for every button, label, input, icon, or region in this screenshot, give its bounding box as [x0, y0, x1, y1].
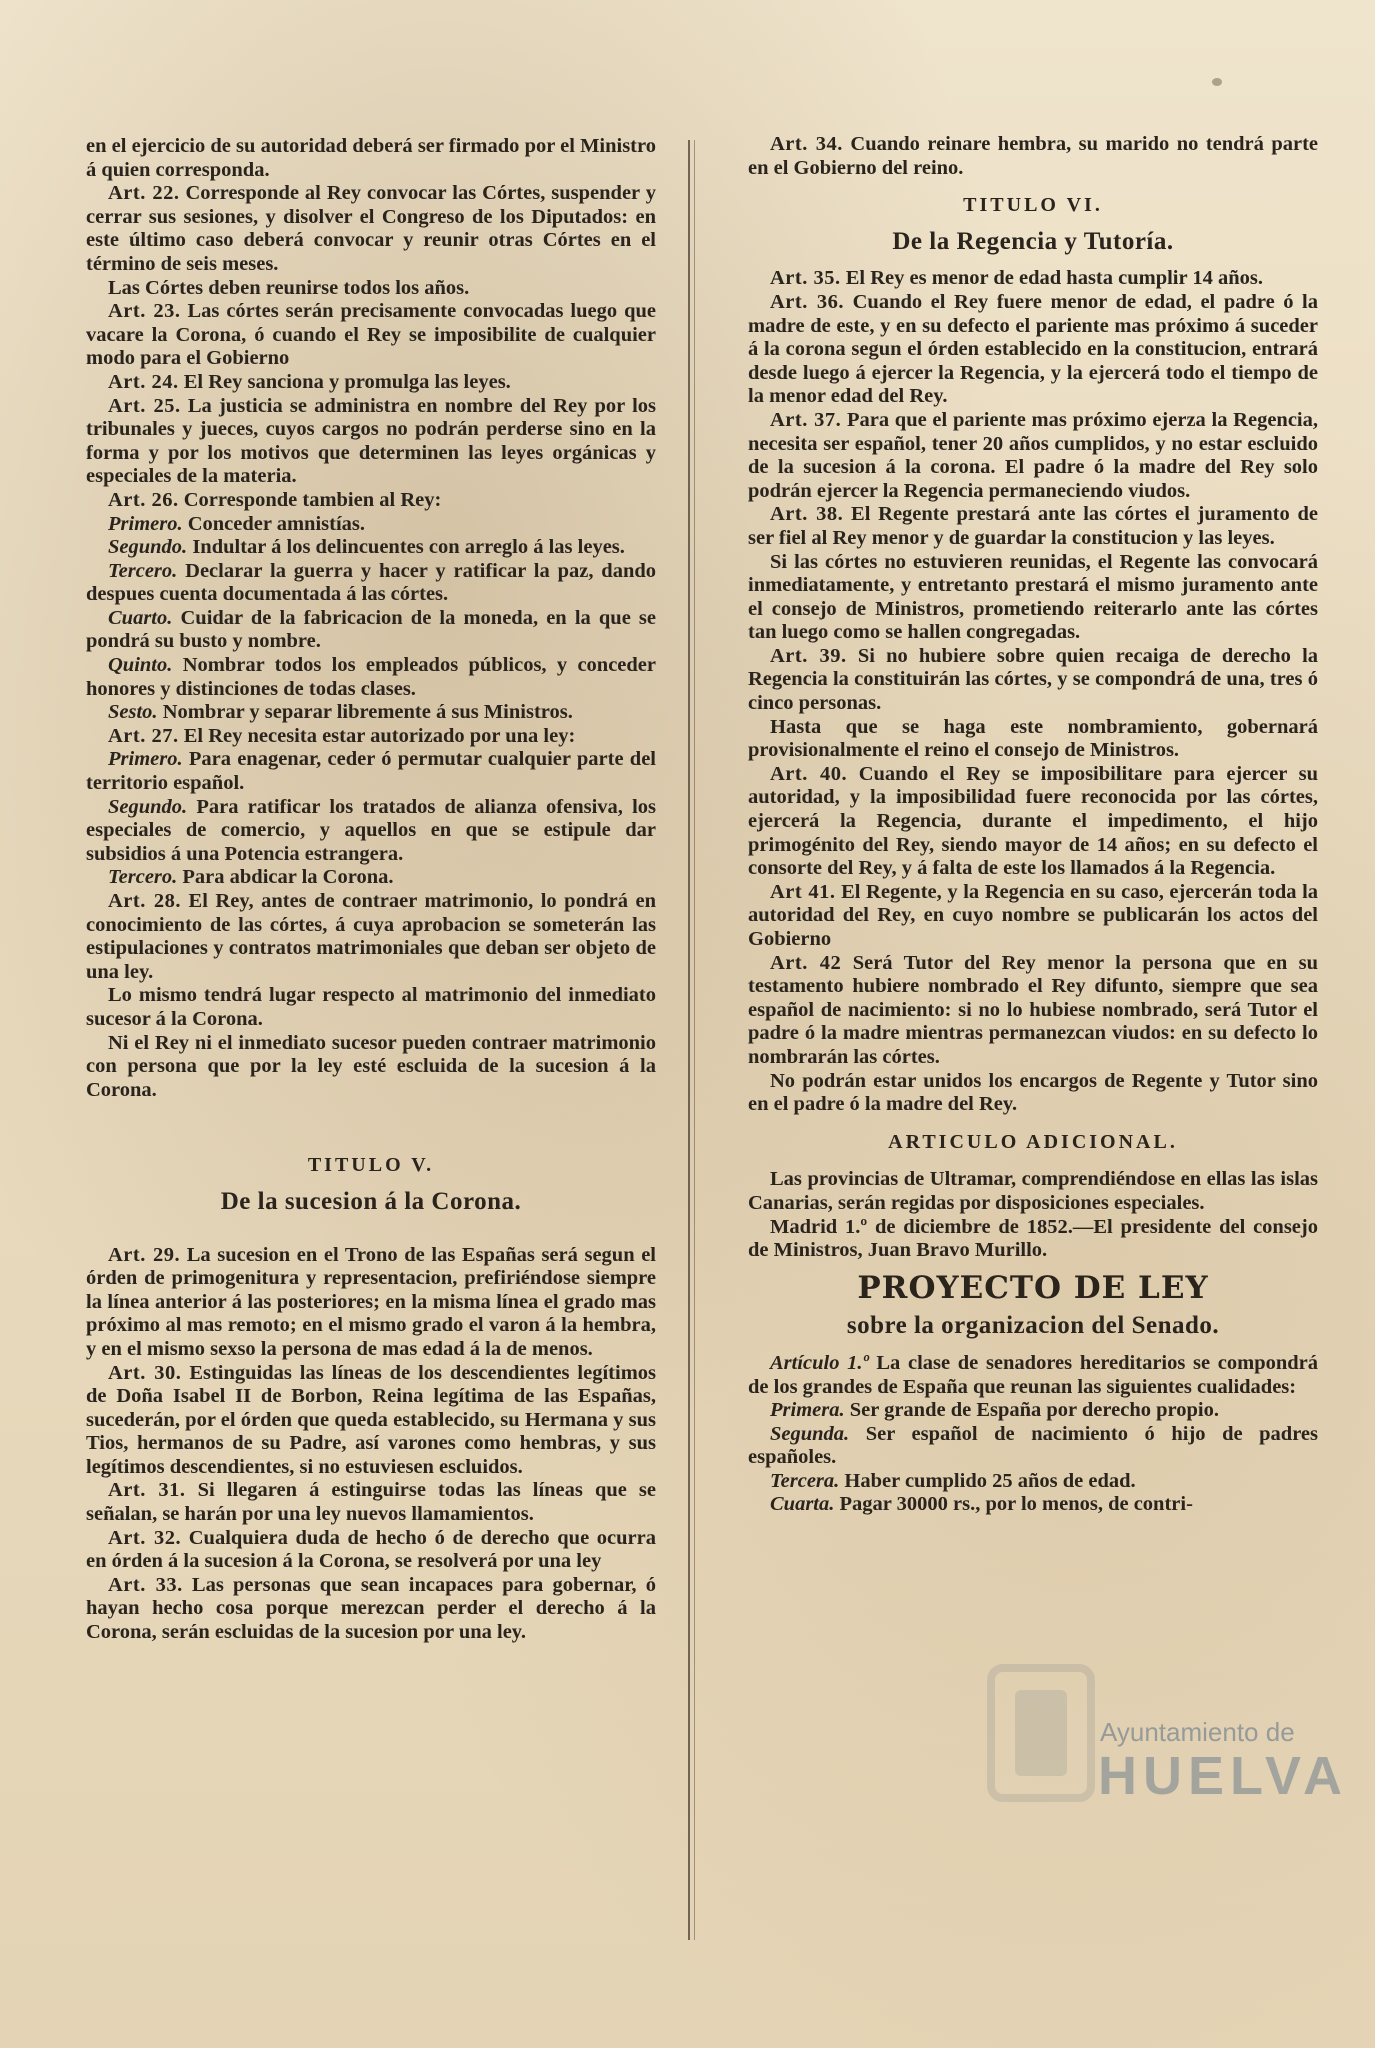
column-divider-thin [694, 140, 695, 1940]
paragraph: Ni el Rey ni el inmediato sucesor pueden contraer matrimonio con persona que por la ley esté escluida de la sucesion á la Corona. [86, 1031, 656, 1101]
article-32 [86, 1527, 656, 1574]
article-40 [748, 763, 1318, 881]
list-text: Pagar 30000 rs., por lo menos, de contri- [839, 1493, 1193, 1516]
article-number: Art. 39. [770, 644, 847, 667]
article-27 [86, 725, 656, 749]
list-item [748, 1493, 1318, 1517]
bill-title: PROYECTO DE LEY [857, 1269, 1209, 1306]
list-text: Ser español de nacimiento ó hijo de padres españoles. [748, 1422, 1318, 1469]
article-number: Art. 31. [108, 1479, 186, 1502]
article-text: Cuando el Rey se imposibilitare para ejercer su autoridad, y la imposibilidad fuere reconocida por las córtes, ejercerá la Regencia, durante el impedimento, el hijo primogénito del Rey, siendo mayor de 14 años; en su defecto el consorte del Rey, y á falta de este los llamados á la Regencia. [748, 762, 1318, 880]
article-23 [86, 300, 656, 371]
article-number: Art. 36. [770, 290, 845, 313]
list-text: Conceder amnistías. [187, 512, 366, 535]
list-lead: Primero. [108, 748, 183, 771]
list-text: Para ratificar los tratados de alianza ofensiva, los especiales de comercio, y aquellos en que se estipule dar subsidios á una Potencia estrangera. [86, 795, 656, 865]
watermark-line1: Ayuntamiento de [1100, 1717, 1295, 1747]
article-text: La sucesion en el Trono de las Españas será segun el órden de primogenitura y representacion, prefiriéndose siempre la línea anterior á las posteriores; en la misma línea el grado mas próximo al mas remoto; en el mismo grado el varon á la hembra, y en el mismo sexso la persona de mas edad á la de menos. [86, 1243, 657, 1360]
article-text: Si llegaren á estinguirse todas las líneas que se señalan, se harán por una ley nuevos llamamientos. [86, 1479, 657, 1526]
paragraph: Las Córtes deben reunirse todos los años. [108, 276, 470, 299]
article-number: Art. 27. [108, 724, 179, 747]
list-text: Nombrar todos los empleados públicos, y conceder honores y distinciones de todas clases. [86, 654, 656, 700]
article-36 [748, 291, 1318, 409]
list-lead: Segundo. [108, 536, 188, 559]
list-lead: Cuarto. [108, 606, 173, 629]
list-item [748, 1399, 1318, 1423]
article-text: Estinguidas las líneas de los descendientes legítimos de Doña Isabel II de Borbon, Reina legítima de las Españas, sucederán, por el órden que queda establecido, su Hermana y sus Tios, hermanos de su Padre, así varones como hembras, y sus legítimos descendientes, si no estuviesen escluidos. [86, 1361, 656, 1478]
article-number: Artículo 1.º [770, 1351, 869, 1374]
list-lead: Primero. [108, 512, 183, 535]
bill-subtitle: sobre la organizacion del Senado. [846, 1312, 1220, 1340]
article-30 [86, 1362, 656, 1480]
article-number: Art. 40. [770, 762, 848, 785]
article-31 [86, 1479, 656, 1526]
article-text: Cuando reinare hembra, su marido no tendrá parte en el Gobierno del reino. [748, 133, 1319, 179]
article-29 [86, 1244, 656, 1362]
article-33 [86, 1574, 656, 1645]
article-39 [748, 645, 1318, 716]
article-41 [748, 881, 1318, 952]
article-42 [748, 952, 1318, 1070]
left-column [86, 135, 656, 1645]
article-number: Art. 29. [108, 1243, 181, 1266]
paragraph: Si las córtes no estuvieren reunidas, el Regente las convocará inmediatamente, y entretanto prestará el mismo juramento ante el consejo de Ministros, prometiendo reiterarlo ante las córtes tan luego como se hallen congregadas. [748, 550, 1318, 644]
article-25 [86, 395, 656, 489]
article-number: Art. 37. [770, 408, 842, 431]
list-lead: Primera. [770, 1399, 845, 1422]
list-text: Nombrar y separar libremente á sus Ministros. [162, 701, 573, 724]
list-item [86, 701, 656, 725]
list-lead: Tercero. [108, 559, 178, 582]
article-text: Si no hubiere sobre quien recaiga de derecho la Regencia la constituirán las córtes, y se compondrá de una, tres ó cinco personas. [748, 644, 1319, 715]
paragraph: No podrán estar unidos los encargos de Regente y Tutor sino en el padre ó la madre del Rey. [748, 1069, 1318, 1116]
list-item [86, 796, 656, 867]
article-22 [86, 182, 656, 276]
list-lead: Tercero. [108, 866, 178, 889]
paragraph: Las provincias de Ultramar, comprendiéndose en ellas las islas Canarias, serán regidas por disposiciones especiales. [748, 1168, 1318, 1214]
article-number: Art. 34. [770, 133, 843, 155]
list-item [86, 513, 656, 537]
list-item [86, 866, 656, 890]
article-24 [86, 371, 656, 395]
article-number: Art 41. [770, 880, 836, 903]
list-text: Declarar la guerra y hacer y ratificar la paz, dando despues cuenta documentada á las córtes. [86, 559, 657, 606]
article-number: Art. 32. [108, 1526, 182, 1549]
article-number: Art. 24. [108, 370, 179, 393]
article-number: Art. 26. [108, 488, 179, 511]
list-item [86, 654, 656, 701]
list-text: Ser grande de España por derecho propio. [849, 1399, 1219, 1422]
signature-line: Madrid 1.º de diciembre de 1852.—El presidente del consejo de Ministros, Juan Bravo Murillo. [748, 1215, 1318, 1262]
article-34 [748, 133, 1318, 180]
section-title: ARTICULO ADICIONAL. [888, 1130, 1178, 1153]
list-lead: Sesto. [108, 701, 158, 724]
right-column [748, 133, 1318, 1517]
list-item [86, 560, 656, 607]
article-text: El Regente prestará ante las córtes el juramento de ser fiel al Rey menor y de guardar la constitucion y las leyes. [748, 503, 1319, 549]
article-number: Art. 30. [108, 1361, 182, 1384]
list-text: Indultar á los delincuentes con arreglo á las leyes. [192, 536, 625, 559]
list-item [86, 607, 656, 654]
article-26 [86, 489, 656, 513]
article-28 [86, 890, 656, 984]
section-title: TITULO V. [307, 1154, 435, 1177]
list-lead: Tercera. [770, 1469, 840, 1492]
article-text: El Rey necesita estar autorizado por una ley: [183, 724, 576, 747]
article-text: Será Tutor del Rey menor la persona que en su testamento hubiere nombrado el Rey difunto, siempre que sea español de nacimiento: si no lo hubiese nombrado, será Tutor el padre ó la madre mientras permanezcan viudos: en su defecto lo nombrarán las córtes. [748, 951, 1319, 1068]
list-text: Cuidar de la fabricacion de la moneda, en la que se pondrá su busto y nombre. [86, 606, 657, 653]
article-text: Las córtes serán precisamente convocadas luego que vacare la Corona, ó cuando el Rey se imposibilite de cualquier modo para el Gobierno [86, 300, 657, 370]
section-title: TITULO VI. [963, 194, 1103, 217]
list-text: Haber cumplido 25 años de edad. [844, 1469, 1136, 1492]
article-text: Para que el pariente mas próximo ejerza la Regencia, necesita ser español, tener 20 años cumplidos, y no estar escluido de la sucesion á la corona. El padre ó la madre del Rey solo podrán ejercer la Regencia permaneciendo viudos. [748, 408, 1319, 502]
article-35 [748, 267, 1318, 291]
article-text: El Rey sanciona y promulga las leyes. [183, 370, 511, 393]
article-text: La justicia se administra en nombre del Rey por los tribunales y jueces, cuyos cargos no podrán perderse sino en la forma y por los motivos que determinen las leyes orgánicas y especiales de la materia. [86, 394, 657, 488]
article-text: Corresponde tambien al Rey: [183, 488, 442, 511]
section-subtitle: De la sucesion á la Corona. [220, 1187, 522, 1215]
list-item [748, 1470, 1318, 1494]
article-1 [748, 1352, 1318, 1399]
article-text: La clase de senadores hereditarios se compondrá de los grandes de España que reunan las siguientes cualidades: [748, 1351, 1318, 1398]
article-number: Art. 28. [108, 890, 181, 912]
article-text: Corresponde al Rey convocar las Córtes, suspender y cerrar sus sesiones, y disolver el Congreso de los Diputados: en este último caso deberá convocar y reunir otras Córtes en el término de seis meses. [86, 182, 657, 275]
article-text: Las personas que sean incapaces para gobernar, ó hayan hecho cosa porque merezcan perder el derecho á la Corona, serán escluidas de la sucesion por una ley. [86, 1573, 657, 1644]
watermark-line2: HUELVA [1098, 1746, 1348, 1806]
list-text: Para enagenar, ceder ó permutar cualquier parte del territorio español. [86, 748, 656, 795]
section-subtitle: De la Regencia y Tutoría. [892, 227, 1174, 255]
article-number: Art. 25. [108, 394, 181, 417]
list-item [748, 1423, 1318, 1470]
article-number: Art. 35. [770, 267, 841, 290]
list-lead: Segunda. [770, 1422, 850, 1445]
ink-speck [1212, 78, 1222, 86]
paragraph: Hasta que se haga este nombramiento, gobernará provisionalmente el reino el consejo de Ministros. [748, 715, 1318, 762]
list-lead: Cuarta. [770, 1493, 835, 1516]
article-text: El Regente, y la Regencia en su caso, ejercerán toda la autoridad del Rey, en cuyo nombre se publicarán los actos del Gobierno [748, 880, 1319, 950]
list-text: Para abdicar la Corona. [182, 866, 394, 889]
article-number: Art. 42 [770, 951, 842, 974]
list-lead: Quinto. [108, 654, 173, 677]
article-text: Cualquiera duda de hecho ó de derecho que ocurra en órden á la sucesion á la Corona, se resolverá por una ley [86, 1526, 657, 1573]
list-item [86, 748, 656, 795]
article-text: Cuando el Rey fuere menor de edad, el padre ó la madre de este, y en su defecto el pariente mas próximo á suceder á la corona segun el órden establecido en la constitucion, entrará desde luego á ejercer la Regencia, y la ejercerá todo el tiempo de la menor edad del Rey. [748, 290, 1319, 408]
list-lead: Segundo. [108, 795, 188, 818]
paragraph: Lo mismo tendrá lugar respecto al matrimonio del inmediato sucesor á la Corona. [86, 984, 656, 1030]
article-37 [748, 409, 1318, 503]
article-number: Art. 22. [108, 182, 180, 205]
article-text: El Rey es menor de edad hasta cumplir 14 años. [845, 267, 1263, 290]
article-number: Art. 23. [108, 300, 181, 323]
article-38 [748, 503, 1318, 550]
list-item [86, 536, 656, 560]
paragraph: en el ejercicio de su autoridad deberá ser firmado por el Ministro á quien corresponda. [86, 135, 656, 181]
article-number: Art. 38. [770, 503, 844, 526]
article-number: Art. 33. [108, 1573, 183, 1596]
column-divider [688, 140, 690, 1940]
article-text: El Rey, antes de contraer matrimonio, lo pondrá en conocimiento de las córtes, á cuya aprobacion se someterán las estipulaciones y contratos matrimoniales que deban ser objeto de una ley. [86, 890, 656, 983]
